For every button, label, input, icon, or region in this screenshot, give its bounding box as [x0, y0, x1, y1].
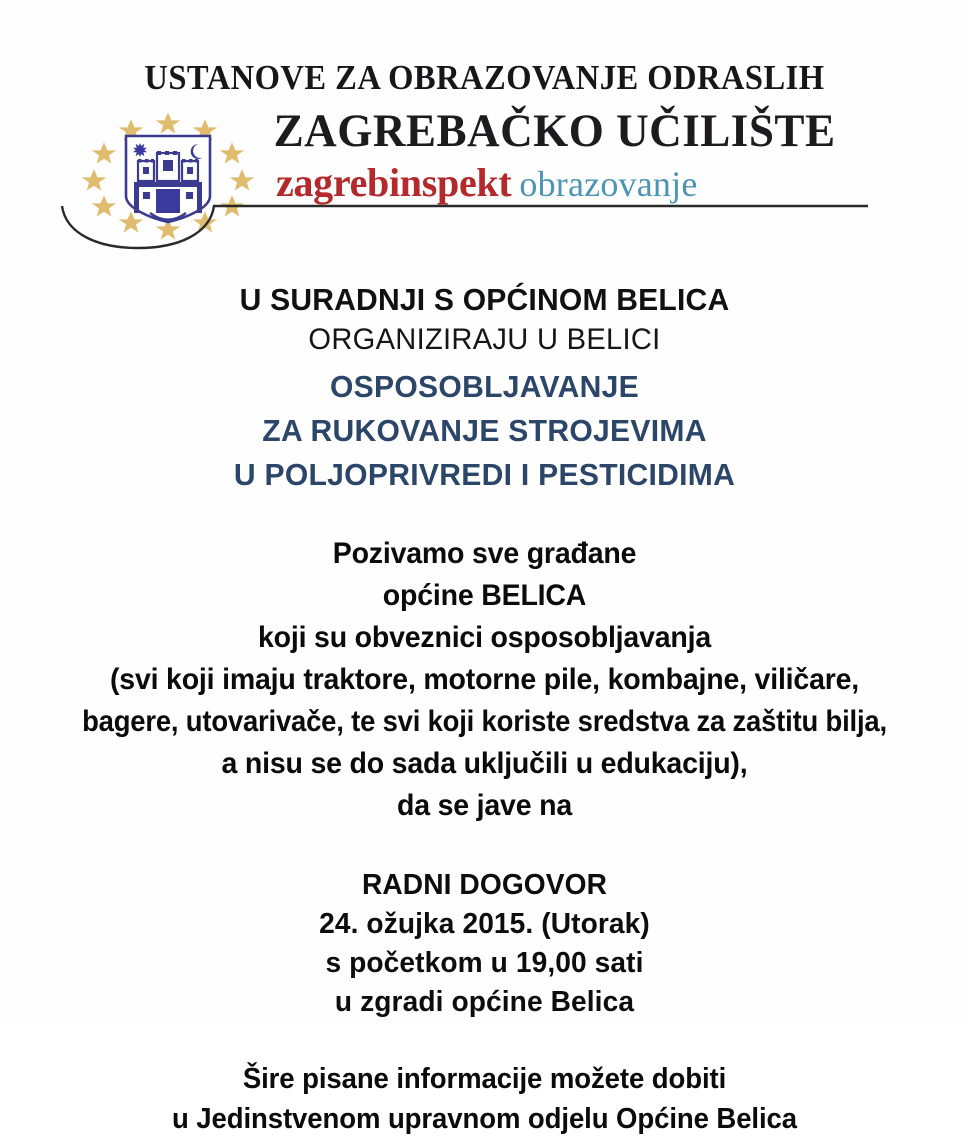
- brand-wordmark: [276, 160, 698, 205]
- intro-line-1: U SURADNJI S OPĆINOM BELICA: [239, 282, 730, 317]
- brand-title: ZAGREBAČKO UČILIŠTE: [273, 105, 836, 157]
- poster-body: [0, 248, 969, 1136]
- intro-line-2: ORGANIZIRAJU U BELICI: [308, 323, 661, 356]
- footer-line-1: Šire pisane informacije možete dobiti: [242, 1063, 727, 1095]
- meeting-title: RADNI DOGOVOR: [361, 869, 608, 901]
- invitation-line-6: a nisu se do sada uključili u edukaciju),: [221, 747, 748, 780]
- meeting-location: u zgradi općine Belica: [334, 986, 635, 1018]
- wordmark-zagrebinspekt: zagrebinspekt: [276, 160, 512, 205]
- course-title-line-2: ZA RUKOVANJE STROJEVIMA: [262, 413, 707, 448]
- logo-header: [0, 0, 969, 248]
- invitation-line-2: općine BELICA: [382, 579, 587, 612]
- invitation-line-7: da se jave na: [397, 789, 572, 822]
- organization-subtitle: USTANOVE ZA OBRAZOVANJE ODRASLIH: [144, 58, 825, 97]
- invitation-line-1: Pozivamo sve građane: [332, 537, 637, 570]
- invitation-line-3: koji su obveznici osposobljavanja: [257, 621, 712, 654]
- meeting-date: 24. ožujka 2015. (Utorak): [319, 908, 650, 940]
- zagreb-coat-of-arms-icon: [68, 108, 268, 243]
- meeting-time: s početkom u 19,00 sati: [325, 947, 644, 979]
- footer-line-2: u Jedinstvenom upravnom odjelu Općine Belica: [171, 1103, 798, 1135]
- course-title-line-3: U POLJOPRIVREDI I PESTICIDIMA: [233, 457, 736, 492]
- invitation-line-5: bagere, utovarivače, te svi koji koriste sredstva za zaštitu bilja,: [82, 705, 887, 738]
- wordmark-obrazovanje: obrazovanje: [519, 164, 698, 204]
- course-title-line-1: OSPOSOBLJAVANJE: [329, 369, 640, 404]
- invitation-line-4: (svi koji imaju traktore, motorne pile, kombajne, viličare,: [109, 663, 860, 696]
